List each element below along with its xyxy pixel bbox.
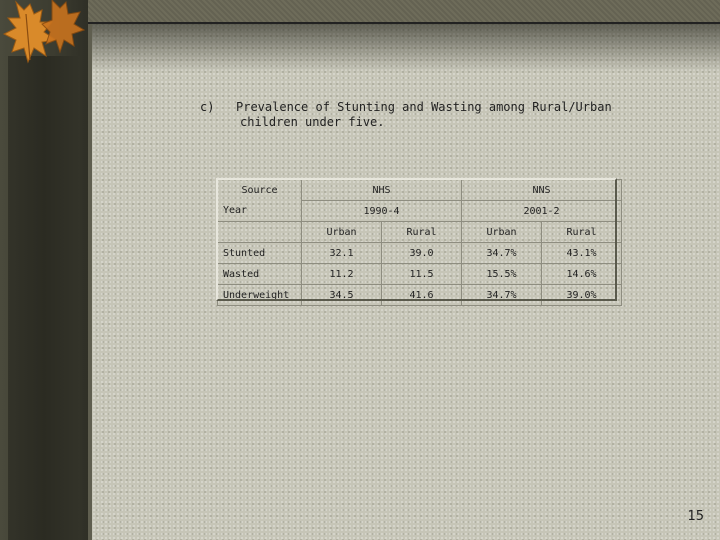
- table-cell: 34.5: [302, 285, 382, 306]
- slide-title-line-2: children under five.: [240, 115, 385, 129]
- table-cell: 39.0%: [542, 285, 622, 306]
- empty-header-cell: [218, 222, 302, 243]
- table-cell: 32.1: [302, 243, 382, 264]
- year-label-cell: Year: [218, 201, 302, 222]
- table-row: [218, 285, 622, 306]
- table-cell: 15.5%: [462, 264, 542, 285]
- table-row: [218, 243, 622, 264]
- top-texture-band: [88, 0, 720, 22]
- page-number: 15: [687, 509, 704, 524]
- subheader-cell: Rural: [382, 222, 462, 243]
- table-cell: 41.6: [382, 285, 462, 306]
- table-cell: 34.7%: [462, 243, 542, 264]
- table-cell: 14.6%: [542, 264, 622, 285]
- subheader-cell: Urban: [302, 222, 382, 243]
- subheader-cell: Urban: [462, 222, 542, 243]
- table-row: [218, 264, 622, 285]
- row-label-stunted: Stunted: [218, 243, 302, 264]
- slide-title-line-1: Prevalence of Stunting and Wasting among Rural/Urban: [236, 100, 612, 114]
- source-nhs-cell: NHS: [302, 180, 462, 201]
- left-frame-band: [8, 56, 80, 540]
- row-label-wasted: Wasted: [218, 264, 302, 285]
- table-cell: 43.1%: [542, 243, 622, 264]
- prevalence-table: [217, 179, 622, 306]
- row-label-underweight: Underweight: [218, 285, 302, 306]
- table-cell: 11.2: [302, 264, 382, 285]
- autumn-leaf-icon: [2, 0, 86, 66]
- table-header-row-source: [218, 180, 622, 201]
- source-nns-cell: NNS: [462, 180, 622, 201]
- slide-top-shadow: [92, 24, 720, 72]
- table-header-row-year: [218, 201, 622, 222]
- table-cell: 11.5: [382, 264, 462, 285]
- left-frame-strip: [0, 0, 88, 540]
- table-cell: 39.0: [382, 243, 462, 264]
- source-label-cell: Source: [218, 180, 302, 201]
- subheader-cell: Rural: [542, 222, 622, 243]
- slide-title: [236, 100, 636, 130]
- year-nhs-cell: 1990-4: [302, 201, 462, 222]
- table-header-row-area: [218, 222, 622, 243]
- year-nns-cell: 2001-2: [462, 201, 622, 222]
- table-cell: 34.7%: [462, 285, 542, 306]
- section-label: c): [200, 100, 215, 114]
